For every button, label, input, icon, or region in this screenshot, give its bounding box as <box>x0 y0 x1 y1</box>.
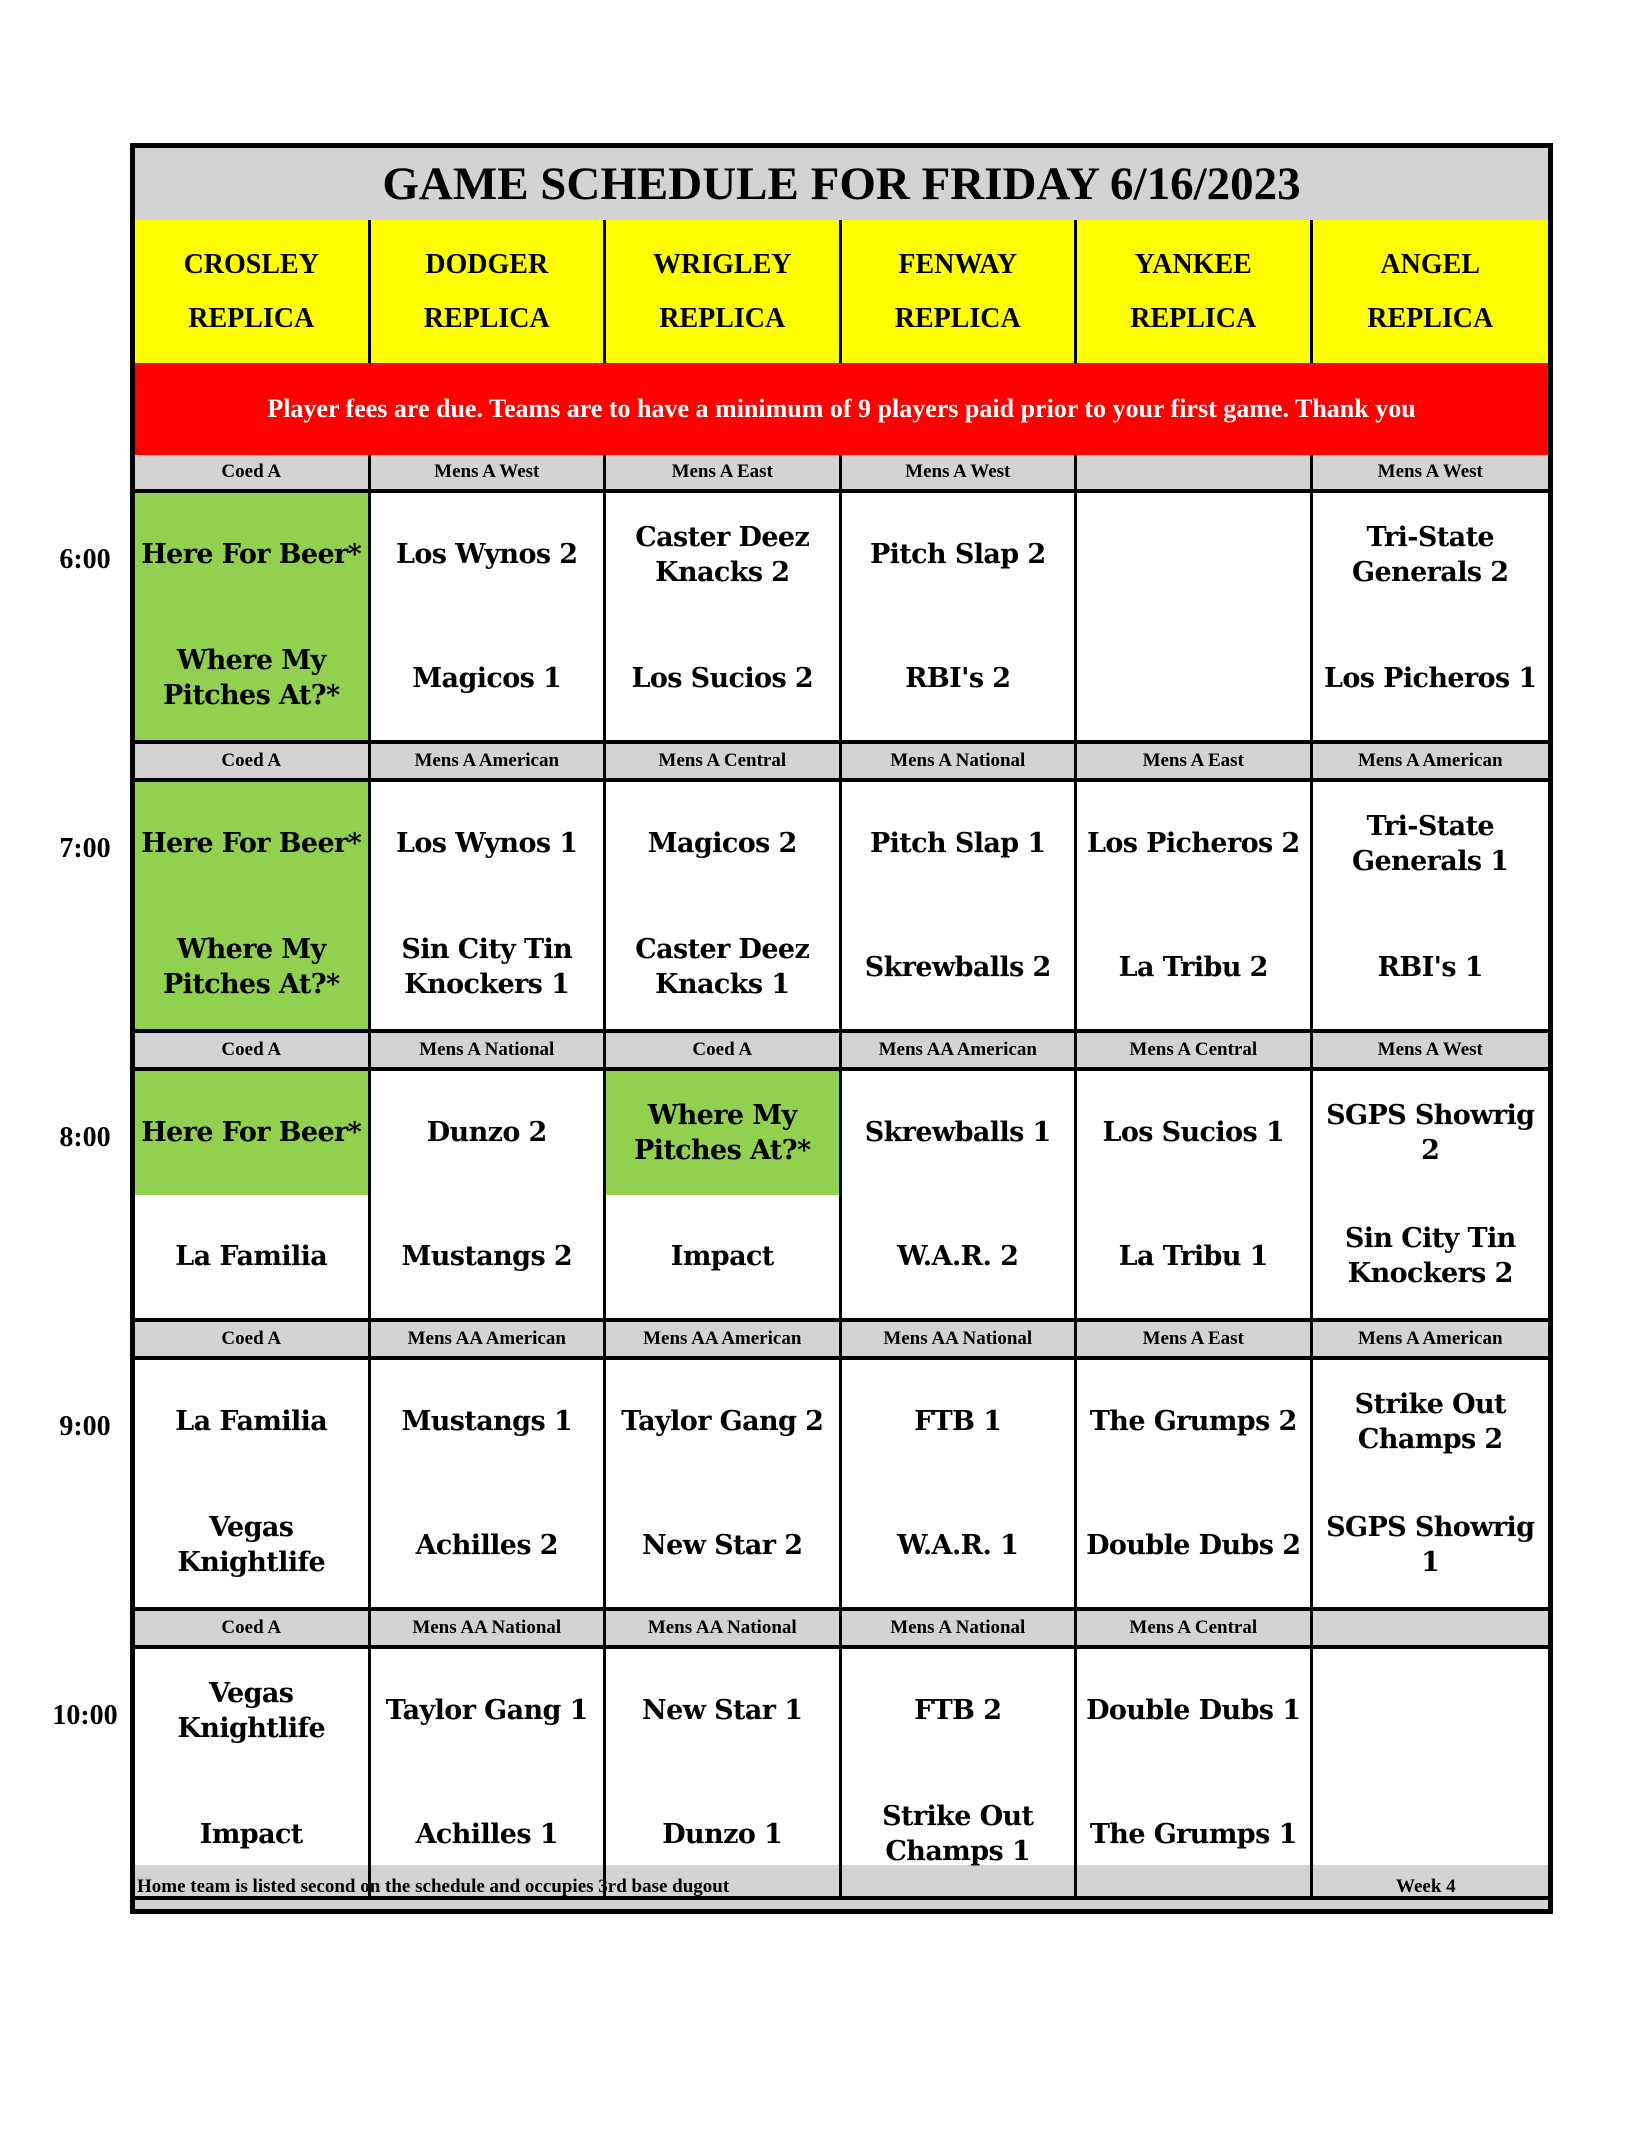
week-label: Week 4 <box>1396 1876 1456 1897</box>
home-team: La Tribu 2 <box>1118 951 1268 983</box>
home-team: Achilles 1 <box>415 1818 558 1850</box>
field-header-angel <box>1313 220 1549 363</box>
division-label: Mens A Central <box>1077 1611 1313 1645</box>
home-team: Los Picheros 1 <box>1323 662 1537 694</box>
field-header-fenway <box>842 220 1078 363</box>
away-team: Here For Beer* <box>135 782 368 906</box>
division-label: Mens AA American <box>842 1033 1078 1067</box>
away-team: Mustangs 1 <box>401 1406 573 1438</box>
away-team: Pitch Slap 2 <box>869 539 1046 571</box>
home-team: Los Sucios 2 <box>631 662 814 694</box>
game-cell <box>135 782 371 1029</box>
field-header-row <box>135 220 1548 367</box>
home-team: Where My Pitches At?* <box>135 617 368 741</box>
away-team: Los Sucios 1 <box>1102 1117 1285 1149</box>
field-subtitle: REPLICA <box>188 302 315 334</box>
division-label: Mens AA American <box>371 1322 607 1356</box>
division-label: Mens A National <box>842 744 1078 778</box>
division-label: Mens AA National <box>606 1611 842 1645</box>
field-header-yankee <box>1077 220 1313 363</box>
game-cell <box>1077 1649 1313 1896</box>
away-team: Tri-State Generals 2 <box>1352 521 1509 588</box>
home-team: Sin City Tin Knockers 2 <box>1344 1223 1516 1290</box>
game-cell <box>371 493 607 740</box>
game-cell <box>842 1649 1078 1896</box>
home-team: Strike Out Champs 1 <box>882 1801 1034 1868</box>
division-label <box>1077 455 1313 489</box>
game-cell <box>1077 782 1313 1029</box>
game-cell <box>606 1071 842 1318</box>
division-row <box>135 1322 1548 1360</box>
away-team: Los Wynos 1 <box>396 828 578 860</box>
game-cell <box>842 493 1078 740</box>
division-label: Mens A East <box>1077 1322 1313 1356</box>
time-label: 7:00 <box>59 833 111 864</box>
game-cell <box>1077 1360 1313 1607</box>
schedule-sheet <box>130 143 1553 1914</box>
game-cell <box>1313 1360 1549 1607</box>
time-label: 10:00 <box>52 1700 118 1731</box>
time-label: 9:00 <box>59 1411 111 1442</box>
game-cell <box>135 1649 371 1896</box>
game-cell <box>606 1649 842 1896</box>
game-row <box>135 1649 1548 1900</box>
game-row <box>135 782 1548 1033</box>
game-cell <box>1077 493 1313 740</box>
game-cell <box>842 1071 1078 1318</box>
away-team: Strike Out Champs 2 <box>1354 1388 1506 1455</box>
field-subtitle: REPLICA <box>1130 302 1257 334</box>
home-team <box>1077 617 1310 741</box>
division-label: Mens A West <box>842 455 1078 489</box>
division-label: Mens AA National <box>371 1611 607 1645</box>
game-cell <box>842 782 1078 1029</box>
field-name: ANGEL <box>1380 248 1481 280</box>
division-label: Coed A <box>606 1033 842 1067</box>
game-cell <box>606 1360 842 1607</box>
home-team: RBI's 2 <box>905 662 1011 694</box>
division-label: Coed A <box>135 744 371 778</box>
home-team: W.A.R. 1 <box>897 1529 1019 1561</box>
game-cell <box>371 1649 607 1896</box>
field-name: YANKEE <box>1134 248 1252 280</box>
game-cell <box>606 493 842 740</box>
division-label: Mens A Central <box>606 744 842 778</box>
division-label: Coed A <box>135 1322 371 1356</box>
home-team: W.A.R. 2 <box>897 1240 1019 1272</box>
division-label: Mens A Central <box>1077 1033 1313 1067</box>
schedule-title: GAME SCHEDULE FOR FRIDAY 6/16/2023 <box>135 148 1548 224</box>
field-name: WRIGLEY <box>653 248 792 280</box>
division-row <box>135 1033 1548 1071</box>
field-subtitle: REPLICA <box>423 302 550 334</box>
division-label: Mens A National <box>842 1611 1078 1645</box>
division-label: Mens A East <box>1077 744 1313 778</box>
game-cell <box>606 782 842 1029</box>
field-name: FENWAY <box>898 248 1018 280</box>
away-team: Taylor Gang 1 <box>385 1695 588 1727</box>
division-row <box>135 1611 1548 1649</box>
home-team: Vegas Knightlife <box>177 1512 326 1579</box>
away-team: New Star 1 <box>642 1695 803 1727</box>
away-team: Double Dubs 1 <box>1086 1695 1301 1727</box>
away-team: Tri-State Generals 1 <box>1352 810 1509 877</box>
footer-note: Home team is listed second on the schedule and occupies 3rd base dugout <box>137 1876 730 1897</box>
game-cell <box>1313 1649 1549 1896</box>
home-team: RBI's 1 <box>1377 951 1483 983</box>
division-label: Mens AA National <box>842 1322 1078 1356</box>
home-team: Mustangs 2 <box>401 1240 573 1272</box>
division-label: Mens AA American <box>606 1322 842 1356</box>
home-team: La Familia <box>175 1240 328 1272</box>
away-team: FTB 1 <box>914 1406 1002 1438</box>
division-label: Mens A American <box>1357 750 1503 771</box>
away-team <box>1313 1649 1549 1773</box>
time-column <box>40 0 130 2133</box>
away-team: Los Picheros 2 <box>1086 828 1300 860</box>
home-team: Sin City Tin Knockers 1 <box>401 934 573 1001</box>
away-team: Vegas Knightlife <box>177 1677 326 1744</box>
home-team: Skrewballs 2 <box>864 951 1051 983</box>
game-cell <box>371 782 607 1029</box>
division-row <box>135 455 1548 493</box>
division-label: Mens A American <box>371 744 607 778</box>
division-label: Mens A West <box>1377 1039 1483 1060</box>
home-team: Where My Pitches At?* <box>135 906 368 1030</box>
home-team: The Grumps 1 <box>1089 1818 1297 1850</box>
away-team: La Familia <box>175 1406 328 1438</box>
home-team: Impact <box>199 1818 303 1850</box>
game-cell <box>135 1071 371 1318</box>
away-team: The Grumps 2 <box>1089 1406 1297 1438</box>
division-label: Mens A American <box>1357 1328 1503 1349</box>
division-label <box>1313 1611 1549 1645</box>
away-team: Caster Deez Knacks 2 <box>635 521 810 588</box>
division-label: Mens A West <box>1377 461 1483 482</box>
fee-notice: Player fees are due. Teams are to have a minimum of 9 players paid prior to your first game. Thank you <box>135 363 1548 459</box>
field-subtitle: REPLICA <box>659 302 786 334</box>
away-team: Skrewballs 1 <box>864 1117 1051 1149</box>
home-team: Double Dubs 2 <box>1086 1529 1301 1561</box>
field-header-dodger <box>371 220 607 363</box>
division-label: Mens A West <box>371 455 607 489</box>
away-team: Magicos 2 <box>647 828 797 860</box>
time-label: 8:00 <box>59 1122 111 1153</box>
away-team: Where My Pitches At?* <box>606 1071 839 1195</box>
home-team: Achilles 2 <box>415 1529 558 1561</box>
away-team: SGPS Showrig 2 <box>1326 1099 1535 1166</box>
away-team <box>1077 493 1310 617</box>
game-row <box>135 493 1548 744</box>
division-label: Mens A East <box>606 455 842 489</box>
division-label: Coed A <box>135 455 371 489</box>
home-team: New Star 2 <box>642 1529 803 1561</box>
home-team: Magicos 1 <box>412 662 562 694</box>
division-label: Coed A <box>135 1611 371 1645</box>
home-team: Impact <box>670 1240 774 1272</box>
game-row <box>135 1360 1548 1611</box>
game-cell <box>371 1360 607 1607</box>
field-name: CROSLEY <box>183 248 319 280</box>
division-row <box>135 744 1548 782</box>
game-cell <box>135 493 371 740</box>
field-header-wrigley <box>606 220 842 363</box>
game-row <box>135 1071 1548 1322</box>
away-team: Dunzo 2 <box>426 1117 547 1149</box>
field-name: DODGER <box>425 248 549 280</box>
away-team: Los Wynos 2 <box>396 539 578 571</box>
away-team: Pitch Slap 1 <box>869 828 1046 860</box>
home-team: Caster Deez Knacks 1 <box>635 934 810 1001</box>
game-cell <box>135 1360 371 1607</box>
away-team: FTB 2 <box>914 1695 1002 1727</box>
home-team: La Tribu 1 <box>1118 1240 1268 1272</box>
game-cell <box>1077 1071 1313 1318</box>
away-team: Here For Beer* <box>135 1071 368 1195</box>
game-cell <box>842 1360 1078 1607</box>
game-cell <box>1313 493 1549 740</box>
game-cell <box>1313 1071 1549 1318</box>
field-subtitle: REPLICA <box>1367 302 1494 334</box>
division-label: Coed A <box>135 1033 371 1067</box>
time-label: 6:00 <box>59 544 111 575</box>
home-team: SGPS Showrig 1 <box>1326 1512 1535 1579</box>
home-team: Dunzo 1 <box>662 1818 783 1850</box>
game-cell <box>1313 782 1549 1029</box>
game-cell <box>371 1071 607 1318</box>
home-team <box>1313 1773 1549 1897</box>
away-team: Here For Beer* <box>135 493 368 617</box>
field-subtitle: REPLICA <box>894 302 1021 334</box>
field-header-crosley <box>135 220 371 363</box>
away-team: Taylor Gang 2 <box>621 1406 824 1438</box>
division-label: Mens A National <box>371 1033 607 1067</box>
